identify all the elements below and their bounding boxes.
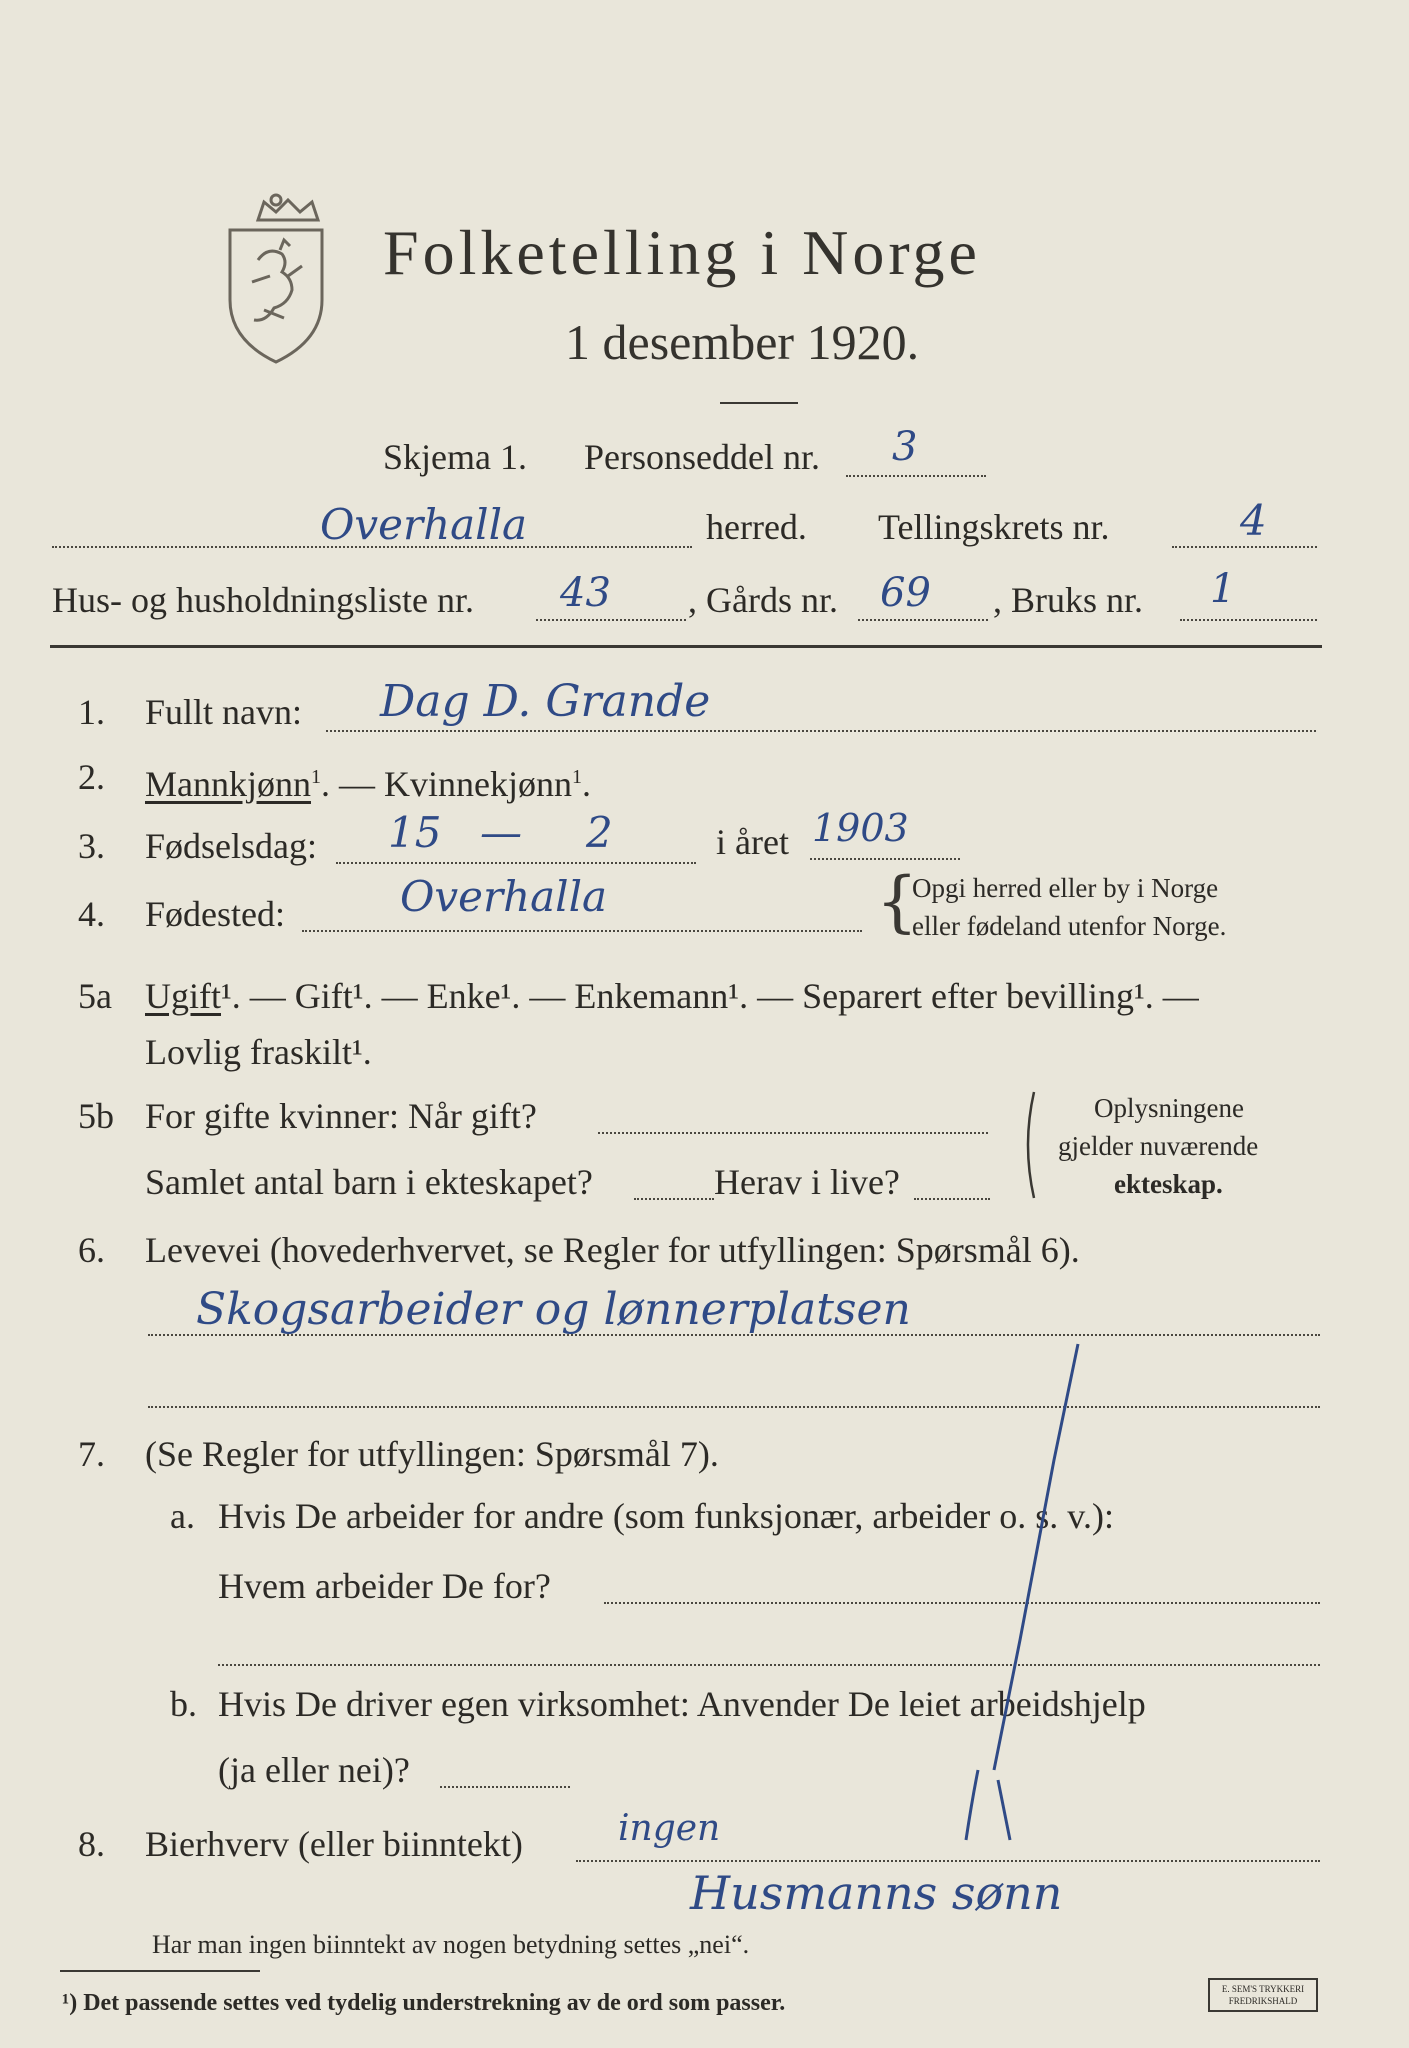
q6-line2 <box>148 1406 1320 1408</box>
personseddel-value: 3 <box>892 424 918 470</box>
q3-month: 2 <box>586 808 613 857</box>
printer-line1: E. SEM'S TRYKKERI <box>1221 1984 1305 1994</box>
q6-number: 6. <box>78 1230 105 1270</box>
q3-date-line <box>336 862 696 864</box>
q6-label: Levevei (hovederhvervet, se Regler for utfyllingen: Spørsmål 6). <box>145 1230 1080 1270</box>
tellingskrets-value: 4 <box>1240 496 1267 545</box>
q7a-label2: Hvem arbeider De for? <box>218 1566 551 1606</box>
q1-value: Dag D. Grande <box>380 676 711 727</box>
gards-label: , Gårds nr. <box>688 580 838 620</box>
q4-number: 4. <box>78 894 105 934</box>
coat-of-arms-icon <box>218 190 334 368</box>
q5b-note-paren <box>1018 1090 1038 1200</box>
q4-label: Fødested: <box>145 894 285 934</box>
q3-dash: — <box>480 808 522 857</box>
q2-separator: . — <box>321 764 384 804</box>
census-date: 1 desember 1920. <box>565 314 920 370</box>
q7a-label1: Hvis De arbeider for andre (som funksjonær, arbeider o. s. v.): <box>218 1496 1114 1536</box>
q8-note: Husmanns sønn <box>690 1866 1063 1920</box>
hus-value: 43 <box>560 570 611 616</box>
q3-year-label: i året <box>716 822 789 862</box>
q5b-label-alive: Herav i live? <box>714 1162 900 1202</box>
gards-value: 69 <box>880 570 931 616</box>
q4-value: Overhalla <box>400 872 608 921</box>
tellingskrets-label: Tellingskrets nr. <box>878 507 1110 547</box>
printer-line2: FREDRIKSHALD <box>1228 1996 1298 2006</box>
q8-label: Bierhverv (eller biinntekt) <box>145 1824 523 1864</box>
q7b-line <box>440 1786 570 1788</box>
page-title: Folketelling i Norge <box>383 217 981 288</box>
q5a-other-options: ¹. — Gift¹. — Enke¹. — Enkemann¹. — Separert efter bevilling¹. — <box>221 976 1199 1016</box>
tellingskrets-line <box>1172 546 1317 548</box>
q5b-label-married: For gifte kvinner: Når gift? <box>145 1096 537 1136</box>
q1-label: Fullt navn: <box>145 692 303 732</box>
printer-stamp <box>1208 1978 1318 2012</box>
q3-number: 3. <box>78 826 105 866</box>
gards-line <box>858 619 988 621</box>
q2-sup-kvinne: 1 <box>571 766 582 788</box>
q2-number: 2. <box>78 757 105 797</box>
footnote-rule <box>60 1970 260 1972</box>
personseddel-line <box>846 475 986 477</box>
q3-year: 1903 <box>812 806 909 850</box>
q7b-number: b. <box>170 1684 197 1724</box>
q2-option-mann: Mannkjønn <box>145 764 311 804</box>
q5b-note-line3: ekteskap. <box>1114 1169 1223 1199</box>
q4-note-brace: { <box>876 863 918 940</box>
q1-number: 1. <box>78 692 105 732</box>
q5b-label-children: Samlet antal barn i ekteskapet? <box>145 1162 593 1202</box>
herred-value: Overhalla <box>320 500 528 549</box>
footer-note: Har man ingen biinntekt av nogen betydning settes „nei“. <box>152 1930 750 1959</box>
q8-number: 8. <box>78 1824 105 1864</box>
q4-note-line1: Opgi herred eller by i Norge <box>912 873 1219 903</box>
q5b-children-line <box>634 1198 714 1200</box>
q3-year-line <box>810 858 960 860</box>
footer-footnote: ¹) Det passende settes ved tydelig understrekning av de ord som passer. <box>62 1990 786 2016</box>
q8-line <box>576 1860 1320 1862</box>
header-rule <box>50 645 1322 648</box>
q5a-options <box>145 976 1199 1016</box>
q2-end: . <box>581 764 591 804</box>
handwritten-check-marks <box>930 1340 1090 1860</box>
q5a-option-ugift: Ugift <box>145 976 221 1016</box>
title-divider <box>720 402 798 404</box>
q3-day: 15 <box>388 808 442 857</box>
q7a-line2 <box>218 1664 1320 1666</box>
q8-value: ingen <box>618 1808 721 1849</box>
q4-note-line2: eller fødeland utenfor Norge. <box>912 911 1227 941</box>
skjema-label: Skjema 1. <box>383 437 527 477</box>
herred-label: herred. <box>706 507 807 547</box>
q5b-alive-line <box>914 1198 990 1200</box>
hus-line <box>536 619 686 621</box>
bruks-value: 1 <box>1210 566 1236 612</box>
q5b-note-line2: gjelder nuværende <box>1058 1131 1259 1161</box>
q1-line <box>326 730 1316 732</box>
q7-number: 7. <box>78 1434 105 1474</box>
q3-label: Fødselsdag: <box>145 826 318 866</box>
bruks-line <box>1180 619 1317 621</box>
q7b-label2: (ja eller nei)? <box>218 1750 410 1790</box>
q2-sup-mann: 1 <box>311 766 321 788</box>
q7-label: (Se Regler for utfyllingen: Spørsmål 7). <box>145 1434 719 1474</box>
q2-options <box>145 757 591 804</box>
q4-line <box>302 930 862 932</box>
q5b-married-line <box>598 1132 988 1134</box>
bruks-label: , Bruks nr. <box>993 580 1144 620</box>
q2-option-kvinne: Kvinnekjønn <box>384 764 572 804</box>
q5a-line2: Lovlig fraskilt¹. <box>145 1032 372 1072</box>
q7a-number: a. <box>170 1496 195 1536</box>
hus-label: Hus- og husholdningsliste nr. <box>52 580 475 620</box>
q5a-number: 5a <box>78 976 112 1016</box>
q6-value: Skogsarbeider og lønnerplatsen <box>196 1284 911 1335</box>
q7b-label1: Hvis De driver egen virksomhet: Anvender De leiet arbeidshjelp <box>218 1684 1146 1724</box>
personseddel-label: Personseddel nr. <box>584 437 820 477</box>
q5b-number: 5b <box>78 1096 114 1136</box>
q5b-note-line1: Oplysningene <box>1094 1093 1244 1123</box>
